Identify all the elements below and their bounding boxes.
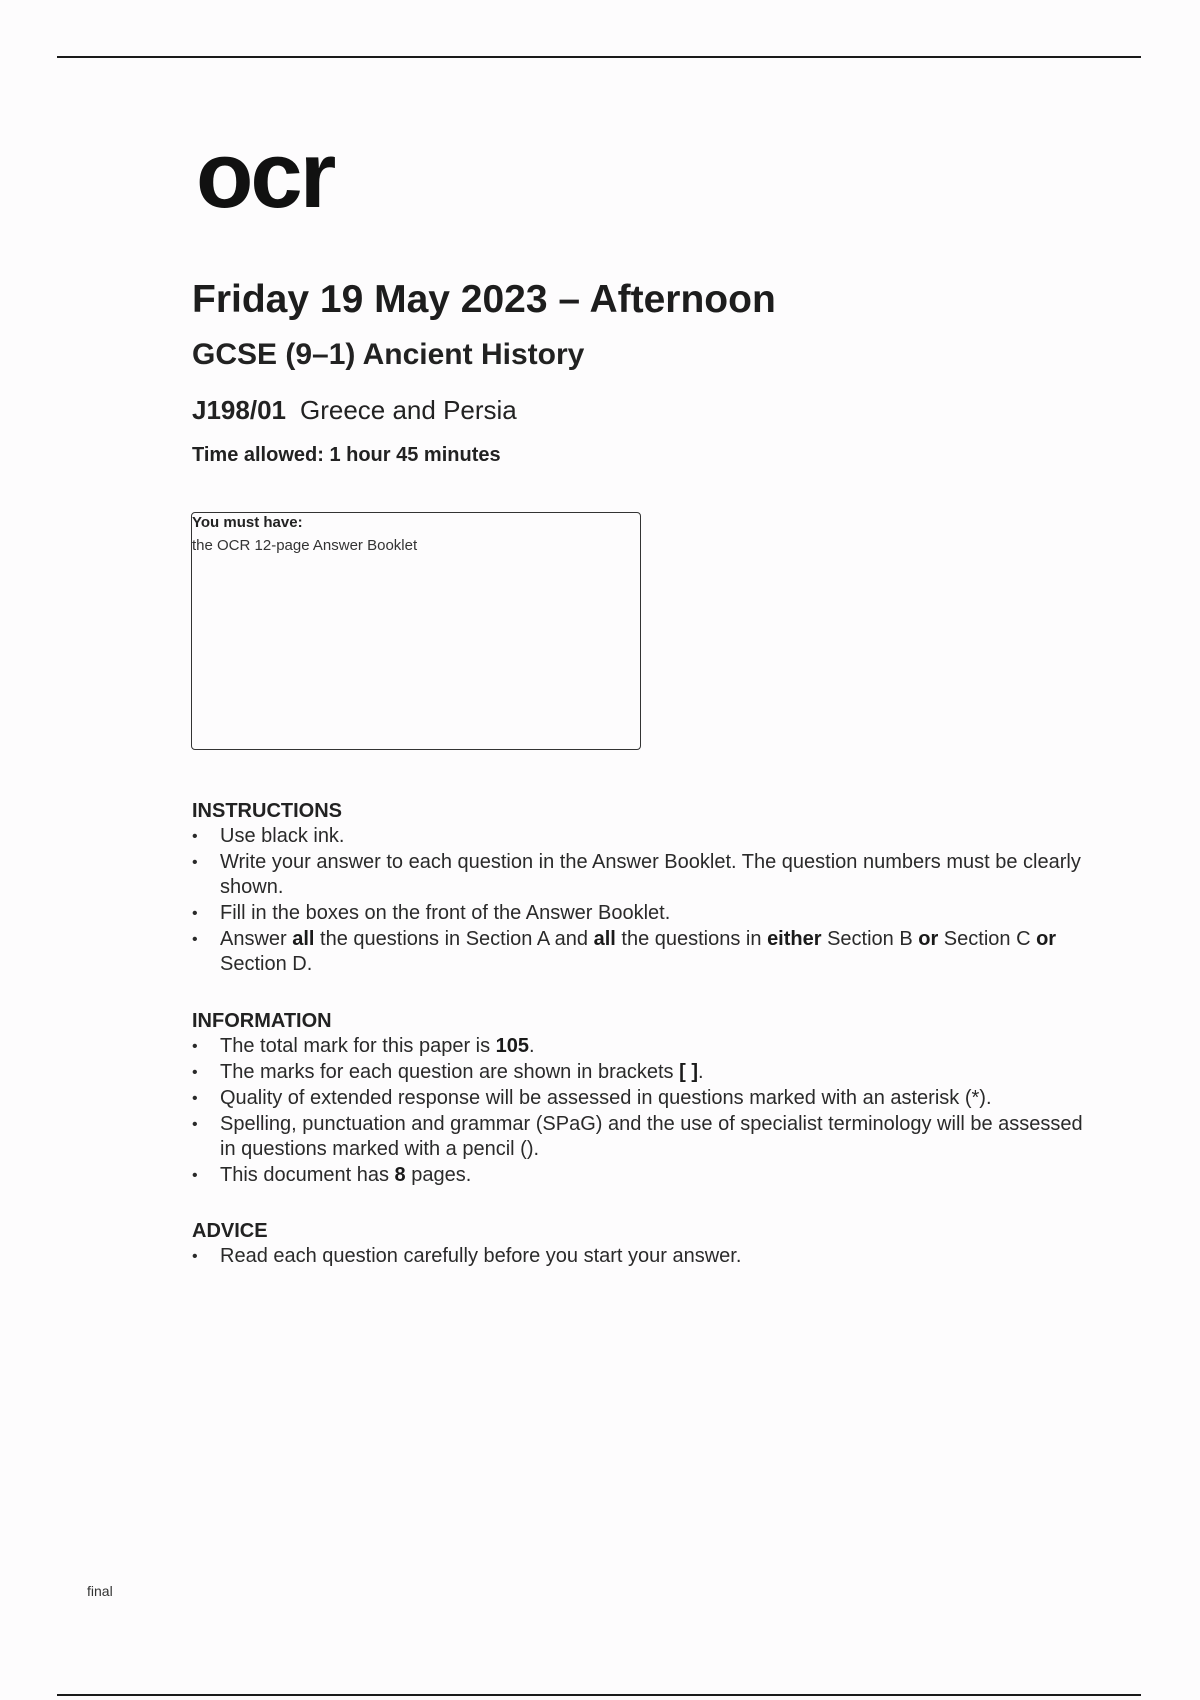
list-item <box>192 1163 1092 1188</box>
instructions-heading: INSTRUCTIONS <box>192 800 342 822</box>
text: The marks for each question are shown in brackets <box>220 1061 680 1083</box>
list-item <box>192 1112 1092 1162</box>
bold-text: 8 <box>394 1164 406 1186</box>
ocr-logo: ocr <box>196 122 334 227</box>
list-item <box>192 1034 1092 1059</box>
text: . <box>529 1035 535 1057</box>
top-rule <box>57 56 1141 58</box>
text: Quality of extended response will be assessed in questions marked with an asterisk (*). <box>220 1087 992 1109</box>
exam-date: Friday 19 May 2023 – Afternoon <box>192 278 776 321</box>
bold-text: all <box>593 928 616 950</box>
bold-text: or <box>918 928 939 950</box>
time-allowed: Time allowed: 1 hour 45 minutes <box>192 444 501 466</box>
text: Answer <box>220 928 293 950</box>
advice-list <box>192 1244 1092 1269</box>
advice-heading: ADVICE <box>192 1220 268 1242</box>
text: The total mark for this paper is <box>220 1035 496 1057</box>
advice-section <box>192 1218 1092 1270</box>
bold-text: 105 <box>495 1035 530 1057</box>
list-item <box>192 850 1092 900</box>
instructions-list <box>192 824 1092 977</box>
text: Read each question carefully before you start your answer. <box>220 1245 742 1267</box>
text: Use black ink. <box>220 825 345 847</box>
bold-text: either <box>767 928 822 950</box>
list-item <box>192 901 1092 926</box>
text: the questions in Section A and <box>314 928 594 950</box>
instructions-section <box>192 798 1092 978</box>
bottom-rule <box>57 1694 1141 1696</box>
paper-code: J198/01 <box>192 395 286 425</box>
information-section <box>192 1008 1092 1189</box>
text: Write your answer to each question in the Answer Booklet. The question numbers must be clearly shown. <box>220 851 1081 898</box>
text: Section C <box>938 928 1037 950</box>
qualification-title: GCSE (9–1) Ancient History <box>192 338 585 371</box>
text: . <box>698 1061 704 1083</box>
text: This document has <box>220 1164 395 1186</box>
text: pages. <box>405 1164 472 1186</box>
bold-text: [ ] <box>679 1061 699 1083</box>
list-item <box>192 1086 1092 1111</box>
footer-note: final <box>87 1583 113 1599</box>
must-have-item: the OCR 12-page Answer Booklet <box>192 537 418 554</box>
list-item <box>192 1060 1092 1085</box>
bold-text: or <box>1036 928 1057 950</box>
text: Fill in the boxes on the front of the Answer Booklet. <box>220 902 671 924</box>
text: Spelling, punctuation and grammar (SPaG) and the use of specialist terminology will be assessed in questions marked with a pencil (). <box>220 1113 1083 1160</box>
bold-text: all <box>292 928 315 950</box>
paper-title: Greece and Persia <box>299 395 517 425</box>
text: Section B <box>821 928 919 950</box>
paper-line <box>192 395 517 426</box>
list-item <box>192 1244 1092 1269</box>
information-list <box>192 1034 1092 1188</box>
must-have-box <box>191 512 641 750</box>
text: Section D. <box>220 953 313 975</box>
list-item <box>192 927 1092 977</box>
text: the questions in <box>615 928 768 950</box>
information-heading: INFORMATION <box>192 1010 332 1032</box>
must-have-title: You must have: <box>192 514 303 531</box>
list-item <box>192 824 1092 849</box>
